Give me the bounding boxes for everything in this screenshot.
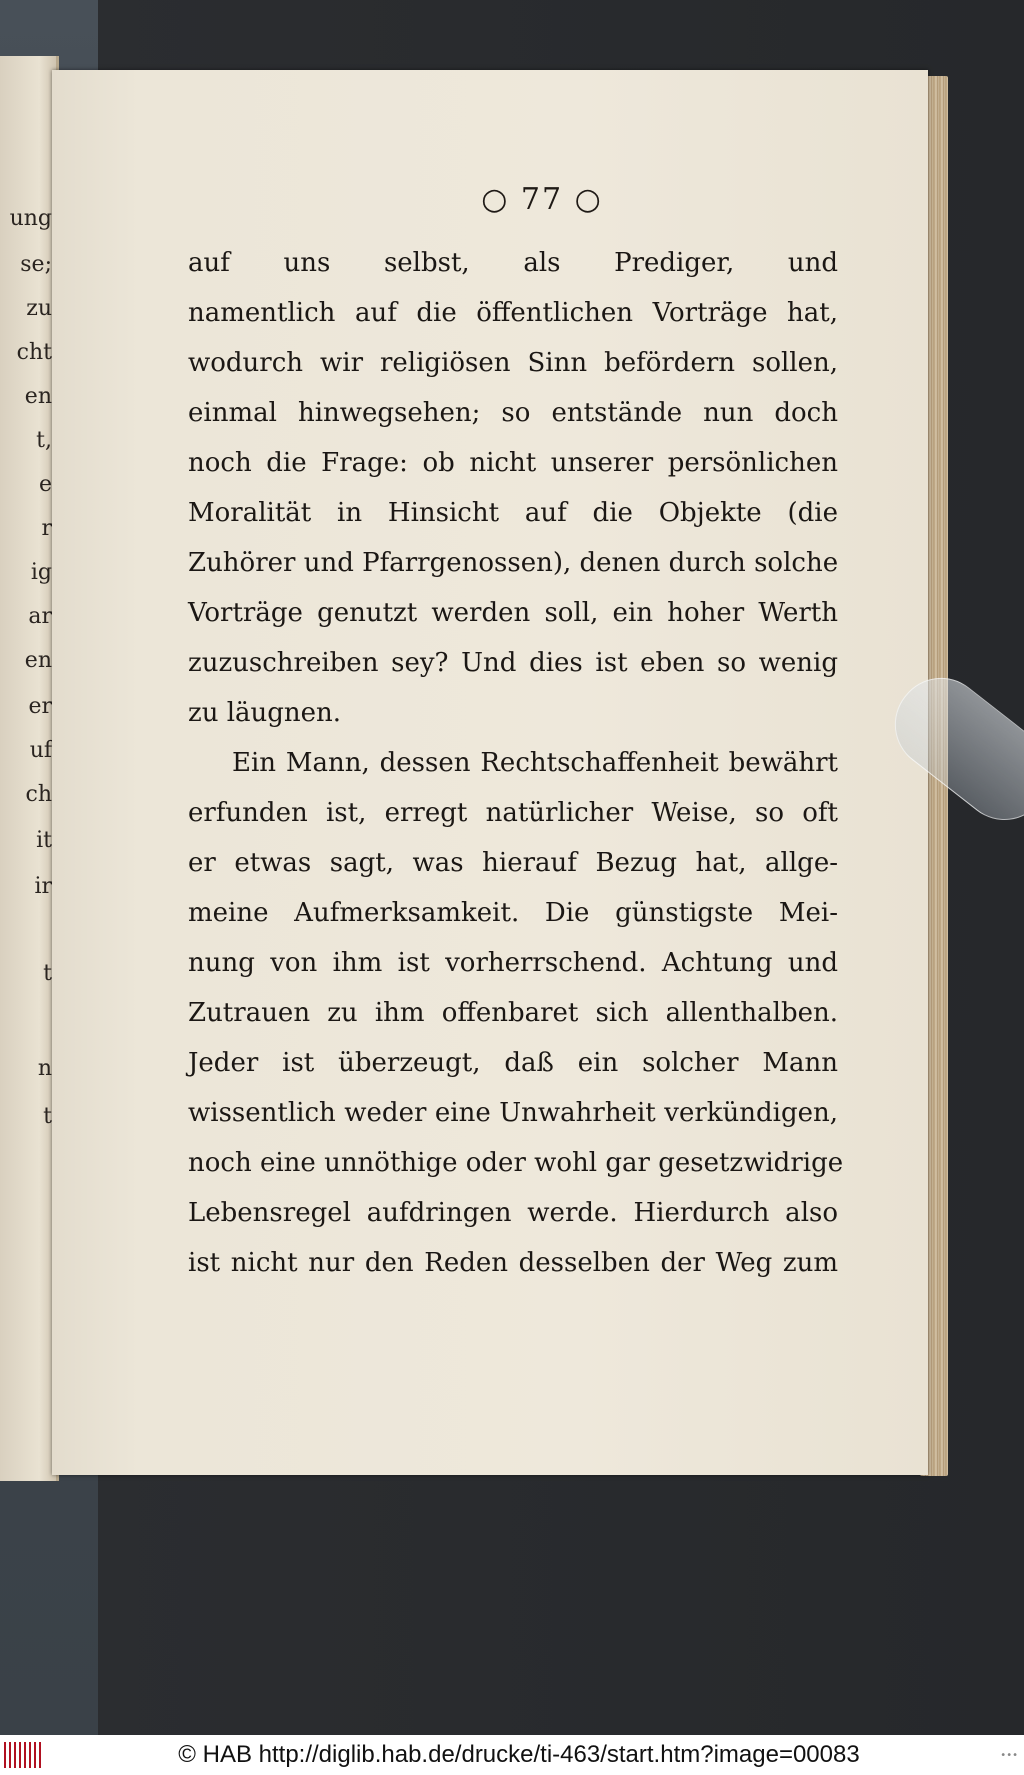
text-line: auf uns selbst, als Prediger, und [188,248,838,278]
text-line: Lebensregel aufdringen werde. Hierdurch also [188,1198,838,1228]
previous-page-fragment: t, [36,428,52,453]
text-line: zuzuschreiben sey? Und dies ist eben so wenig [188,648,838,678]
page-number: ○ 77 ○ [481,182,603,217]
text-line: noch eine unnöthige oder wohl gar gesetzwidrige [188,1148,844,1178]
more-icon: ••• [1000,1749,1018,1761]
previous-page-fragment: cht [16,340,52,365]
previous-page-fragment: e [38,472,52,497]
previous-page-fragment: en [24,648,52,673]
book-page [52,70,928,1475]
text-line: Ein Mann, dessen Rechtschaffenheit bewährt [232,748,838,778]
text-line: Zuhörer und Pfarrgenossen), denen durch solche [188,548,839,578]
text-line: Jeder ist überzeugt, daß ein solcher Mann [188,1048,838,1078]
text-line: wissentlich weder eine Unwahrheit verkündigen, [188,1098,838,1128]
previous-page-fragment: it [36,828,52,853]
previous-page-edge [0,56,59,1481]
previous-page-fragment: r [41,516,52,541]
previous-page-fragment: zu [26,296,52,321]
previous-page-fragment: ir [34,874,52,899]
source-url[interactable]: © HAB http://diglib.hab.de/drucke/ti-463/start.htm?image=00083 [178,1741,860,1768]
previous-page-fragment: t [43,1104,52,1129]
previous-page-fragment: ch [25,782,52,807]
text-line: Zutrauen zu ihm offenbaret sich allenthalben. [188,998,838,1028]
previous-page-fragment: uf [29,738,52,763]
footer-bar [0,1735,1024,1775]
text-line: Vorträge genutzt werden soll, ein hoher Werth [188,598,838,628]
hab-logo-icon [4,1740,50,1770]
text-line: Moralität in Hinsicht auf die Objekte (die [188,498,838,528]
previous-page-fragment: ung [9,206,52,231]
previous-page-fragment: en [24,384,52,409]
text-line: er etwas sagt, was hierauf Bezug hat, allge- [188,848,838,878]
text-line: erfunden ist, erregt natürlicher Weise, so oft [188,798,838,828]
previous-page-fragment: ar [28,604,52,629]
text-line: namentlich auf die öffentlichen Vorträge hat, [188,298,838,328]
previous-page-fragment: se; [20,252,52,277]
text-line: einmal hinwegsehen; so entstände nun doch [188,398,838,428]
previous-page-fragment: er [28,694,52,719]
text-line: ist nicht nur den Reden desselben der Weg zum [188,1248,838,1278]
text-line: meine Aufmerksamkeit. Die günstigste Mei- [188,898,838,928]
text-line: noch die Frage: ob nicht unserer persönlichen [188,448,838,478]
previous-page-fragment: ig [30,560,52,585]
text-line: nung von ihm ist vorherrschend. Achtung und [188,948,838,978]
text-line: zu läugnen. [188,698,342,728]
text-line: wodurch wir religiösen Sinn befördern sollen, [188,348,838,378]
page-text [188,238,844,1288]
previous-page-fragment: n [37,1056,52,1081]
previous-page-fragment: t [43,961,52,986]
